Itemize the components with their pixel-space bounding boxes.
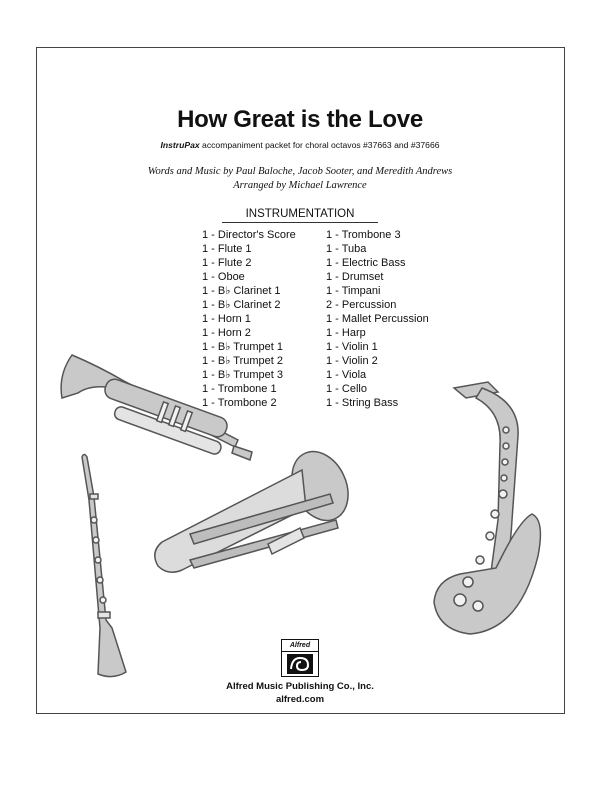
list-item: 1 - Horn 1: [202, 313, 251, 325]
list-item: 1 - B♭ Trumpet 1: [202, 341, 283, 353]
list-item: 1 - Horn 2: [202, 327, 251, 339]
list-item: 1 - Trombone 1: [202, 383, 277, 395]
list-item: 1 - Director's Score: [202, 229, 296, 241]
subtitle-brand: InstruPax: [160, 140, 200, 150]
publisher-website: alfred.com: [275, 694, 325, 705]
list-item: 1 - Trombone 3: [326, 229, 401, 241]
list-item: 1 - B♭ Trumpet 3: [202, 369, 283, 381]
list-item: 1 - Trombone 2: [202, 397, 277, 409]
list-item: 1 - Harp: [326, 327, 366, 339]
alfred-logo-icon: [281, 639, 319, 677]
list-item: 1 - Electric Bass: [326, 257, 406, 269]
list-item: 1 - Violin 2: [326, 355, 378, 367]
list-item: 1 - B♭ Trumpet 2: [202, 355, 283, 367]
list-item: 1 - Viola: [326, 369, 367, 381]
list-item: 1 - Mallet Percussion: [326, 313, 429, 325]
credit-arranger: Arranged by Michael Lawrence: [233, 180, 367, 191]
list-item: 1 - Drumset: [326, 271, 384, 283]
list-item: 1 - B♭ Clarinet 2: [202, 299, 281, 311]
instrumentation-heading: INSTRUMENTATION: [245, 208, 355, 220]
list-item: 1 - Timpani: [326, 285, 381, 297]
list-item: 1 - Flute 1: [202, 243, 252, 255]
logo-label: Alfred: [282, 640, 318, 652]
subtitle-text: accompaniment packet for choral octavos #37663 and #37666: [199, 140, 440, 150]
list-item: 1 - String Bass: [326, 397, 399, 409]
list-item: 2 - Percussion: [326, 299, 397, 311]
list-item: 1 - Violin 1: [326, 341, 378, 353]
publisher-name: Alfred Music Publishing Co., Inc.: [226, 681, 374, 692]
list-item: 1 - Oboe: [202, 271, 245, 283]
trumpet-icon: [61, 355, 252, 460]
list-item: 1 - B♭ Clarinet 1: [202, 285, 281, 297]
credit-words-music: Words and Music by Paul Baloche, Jacob Sooter, and Meredith Andrews: [147, 166, 453, 177]
list-item: 1 - Cello: [326, 383, 367, 395]
list-item: 1 - Tuba: [326, 243, 367, 255]
page-title: How Great is the Love: [177, 106, 423, 133]
list-item: 1 - Flute 2: [202, 257, 252, 269]
clarinet-icon: [82, 455, 126, 677]
trombone-icon: [155, 442, 359, 572]
saxophone-icon: [434, 382, 540, 634]
logo-mark-icon: [287, 654, 313, 674]
